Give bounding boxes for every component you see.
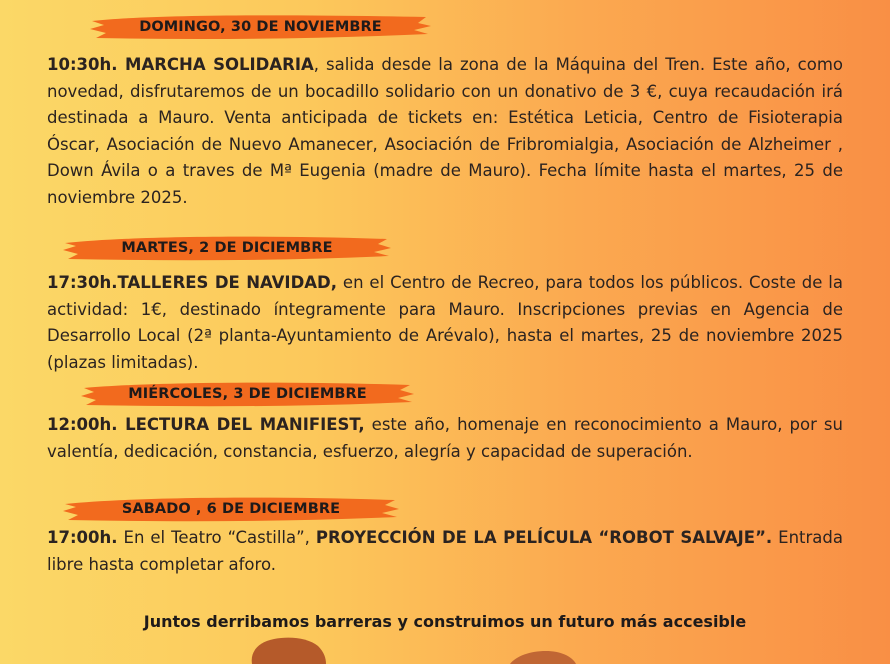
date-label: MARTES, 2 DE DICIEMBRE [121, 240, 333, 256]
date-label: SABADO , 6 DE DICIEMBRE [121, 501, 341, 517]
date-banner-3 [80, 379, 415, 409]
event-heading: 17:30h.TALLERES DE NAVIDAD, [47, 273, 338, 292]
event-paragraph-1 [47, 52, 843, 211]
event-description: Entrada libre hasta completar aforo. [47, 528, 844, 574]
date-banner-2 [62, 233, 392, 263]
event-heading: 10:30h. MARCHA SOLIDARIA [47, 55, 314, 74]
event-paragraph-2 [47, 270, 843, 376]
event-heading: 17:00h. [47, 528, 118, 547]
decorative-shape-right [508, 650, 578, 664]
decorative-shape-left [248, 636, 328, 664]
date-label: MIÉRCOLES, 3 DE DICIEMBRE [128, 386, 367, 402]
event-title: PROYECCIÓN DE LA PELÍCULA “ROBOT SALVAJE”. [315, 528, 773, 547]
event-paragraph-4 [47, 525, 843, 578]
event-heading: 12:00h. LECTURA DEL MANIFIEST, [47, 415, 365, 434]
date-banner-1 [88, 12, 433, 42]
event-description: este año, homenaje en reconocimiento a Mauro, por su valentía, dedicación, constancia, esfuerzo, alegría y capacidad de superación. [47, 415, 843, 461]
footer-slogan: Juntos derribamos barreras y construimos un futuro más accesible [143, 612, 747, 631]
date-label: DOMINGO, 30 DE NOVIEMBRE [139, 19, 382, 35]
event-paragraph-3 [47, 412, 843, 465]
date-banner-4 [62, 494, 400, 524]
event-description: , salida desde la zona de la Máquina del Tren. Este año, como novedad, disfrutaremos de un bocadillo solidario con un donativo de 3 €, cuya recaudación irá destinada a Mauro. Venta anticipada de tickets en: Estética Leticia, Centro de Fisioterapia Óscar, Asociación de Nuevo Amanecer, Asociación de Fribromialgia, Asociación de Alzheimer , Down Ávila o a traves de Mª Eugenia (madre de Mauro). Fecha límite hasta el martes, 25 de noviembre 2025. [47, 55, 843, 207]
event-description: en el Centro de Recreo, para todos los públicos. Coste de la actividad: 1€, destinado íntegramente para Mauro. Inscripciones previas en Agencia de Desarrollo Local (2ª planta-Ayuntamiento de Arévalo), hasta el martes, 25 de noviembre 2025 (plazas limitadas). [47, 273, 843, 372]
event-venue: En el Teatro “Castilla”, [117, 528, 316, 547]
